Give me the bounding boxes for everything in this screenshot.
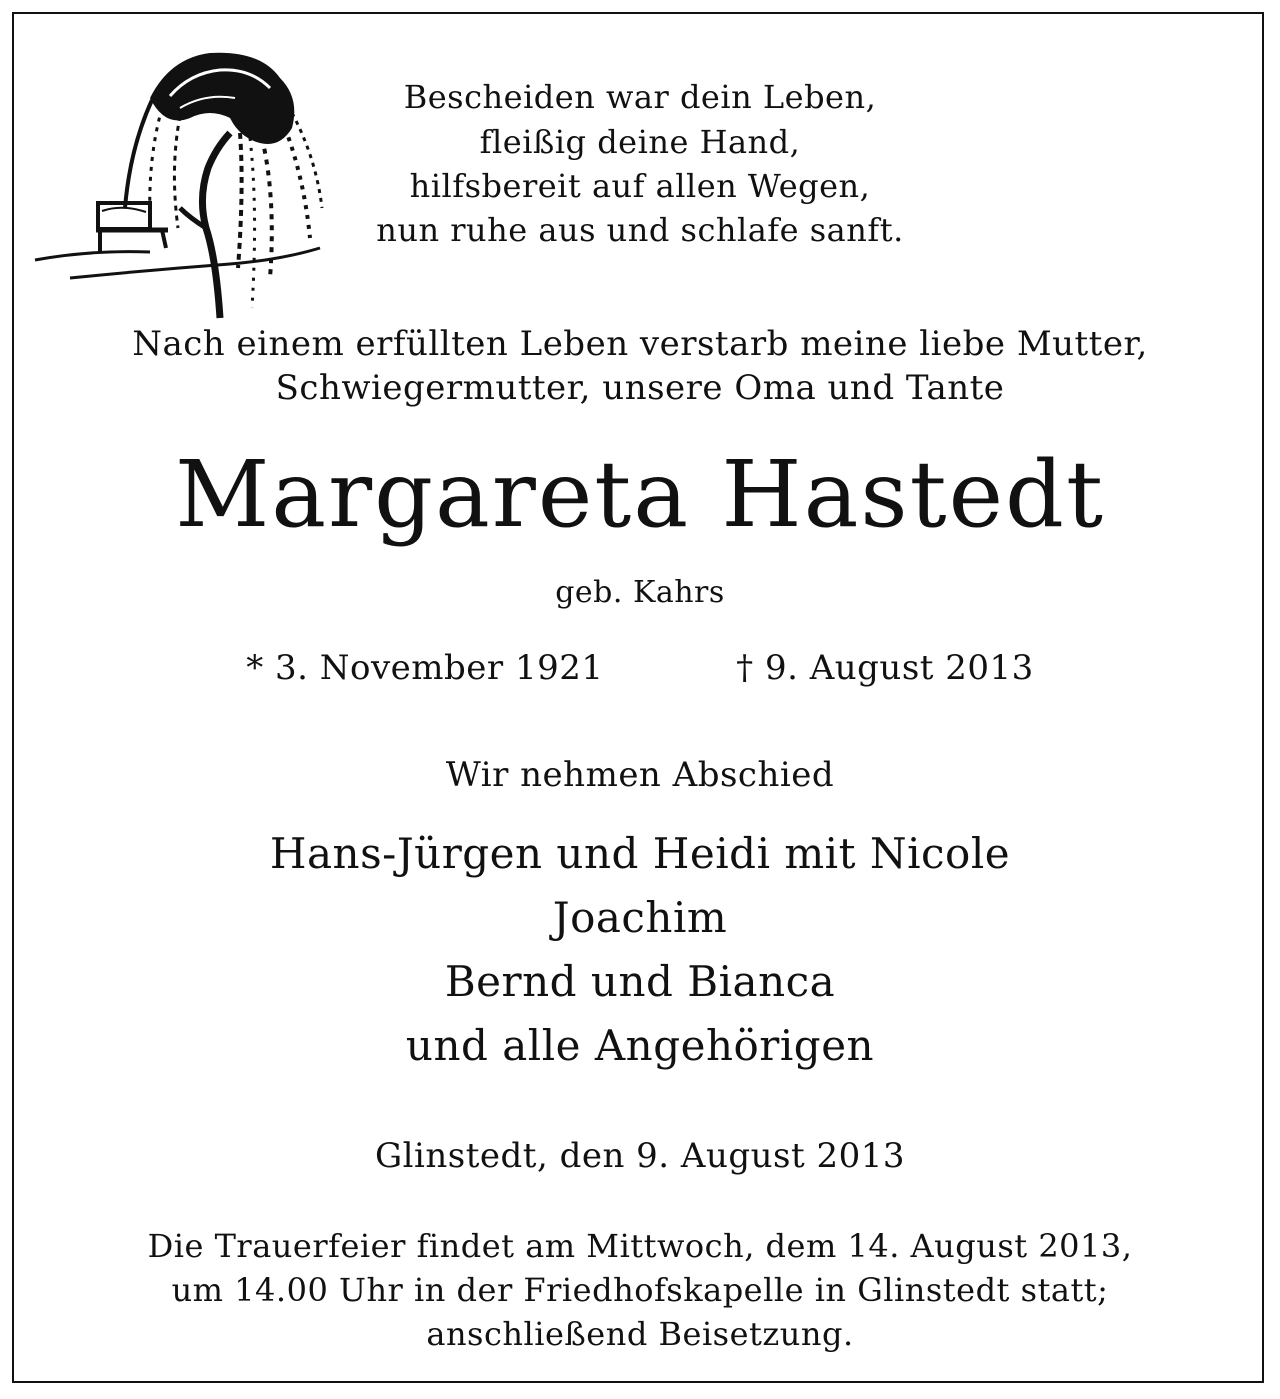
service-line: anschließend Beisetzung. (426, 1315, 854, 1353)
birth-date: * 3. November 1921 (246, 648, 604, 688)
poem-line: hilfsbereit auf allen Wegen, (409, 167, 871, 205)
family-line: und alle Angehörigen (405, 1021, 875, 1070)
family-line: Bernd und Bianca (444, 957, 836, 1006)
farewell-text: Wir nehmen Abschied (445, 755, 835, 795)
death-date: † 9. August 2013 (736, 648, 1034, 688)
service-line: um 14.00 Uhr in der Friedhofskapelle in Glinstedt statt; (171, 1271, 1109, 1309)
family-line: Hans-Jürgen und Heidi mit Nicole (269, 829, 1011, 878)
life-dates (0, 648, 1280, 688)
intro-line: Schwiegermutter, unsere Oma und Tante (275, 368, 1005, 408)
poem-line: Bescheiden war dein Leben, (403, 78, 877, 116)
poem-line: fleißig deine Hand, (479, 123, 801, 161)
family-line: Joachim (552, 893, 728, 942)
intro-line: Nach einem erfüllten Leben verstarb meine liebe Mutter, (132, 324, 1148, 364)
poem-line: nun ruhe aus und schlafe sanft. (376, 211, 904, 249)
maiden-name: geb. Kahrs (555, 575, 725, 610)
deceased-name: Margareta Hastedt (175, 441, 1105, 548)
place-date: Glinstedt, den 9. August 2013 (375, 1136, 905, 1176)
service-line: Die Trauerfeier findet am Mittwoch, dem 14. August 2013, (147, 1227, 1133, 1265)
